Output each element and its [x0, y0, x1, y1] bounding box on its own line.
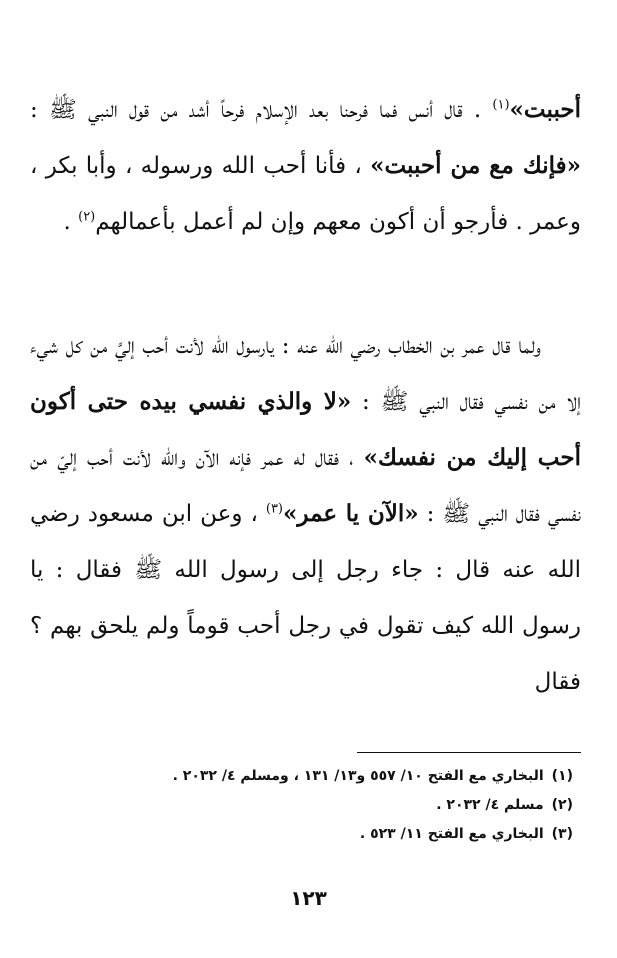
footnote-divider — [357, 752, 581, 753]
paragraph-2-text-b: ، فقال له عمر فإنه الآن والله لأنت أحب إليّ من نفسي فقال النبي ﷺ : — [30, 445, 581, 527]
footnote-text: مسلم ٤/ ٢٠٣٢ . — [436, 797, 544, 813]
paragraph-1 — [30, 82, 581, 250]
footnote-ref-3: (٣) — [265, 501, 283, 517]
hadith-quote-bold-2: «لا والذي نفسي بيده حتى أكون أحب إليك من نفسك» — [30, 388, 581, 471]
hadith-quote-bold-3: «الآن يا عمر» — [283, 500, 419, 527]
paragraph-1-text-b: ، فأنا أحب الله ورسوله ، وأبا بكر ، وعمر . فأرجو أن أكون معهم وإن لم أعمل بأعمالهم — [30, 153, 581, 235]
paragraph-1-text-a: . قال أنس فما فرحنا بعد الإسلام فرحاً أشد من قول النبي ﷺ : — [30, 97, 493, 123]
page-number: ١٢٣ — [290, 886, 327, 910]
footnote-text: البخاري مع الفتح ١١/ ٥٢٣ . — [359, 826, 544, 842]
footnote-ref-1: (١) — [492, 97, 510, 113]
footnote-item — [40, 762, 573, 791]
footnote-ref-2: (٢) — [78, 209, 96, 225]
footnote-number: (٣) — [551, 826, 573, 842]
footnote-item — [40, 791, 573, 820]
footnote-number: (٢) — [551, 797, 573, 813]
hadith-quote-bold: «فإنك مع من أحببت» — [370, 152, 581, 179]
paragraph-2-text-c: ، وعن ابن مسعود رضي الله عنه قال : جاء رجل إلى رسول الله ﷺ فقال : يا رسول الله كيف تقول في رجل أحب قوماً ولم يلحق بهم ؟ فقال — [30, 501, 581, 695]
quote-end-bold: أحببت» — [509, 96, 581, 123]
footnote-number: (١) — [551, 768, 573, 784]
footnote-item — [40, 820, 573, 849]
paragraph-2 — [30, 318, 581, 710]
paragraph-2-text-a: ولما قال عمر بن الخطاب رضي الله عنه : يارسول الله لأنت أحب إليَّ من كل شيء إلا من نفسي فقال النبي ﷺ : — [30, 333, 581, 415]
paragraph-1-end: . — [63, 209, 79, 235]
footnote-text: البخاري مع الفتح ١٠/ ٥٥٧ و١٣/ ١٣١ ، ومسلم ٤/ ٢٠٣٢ . — [172, 768, 544, 784]
footnotes-list — [40, 762, 573, 849]
